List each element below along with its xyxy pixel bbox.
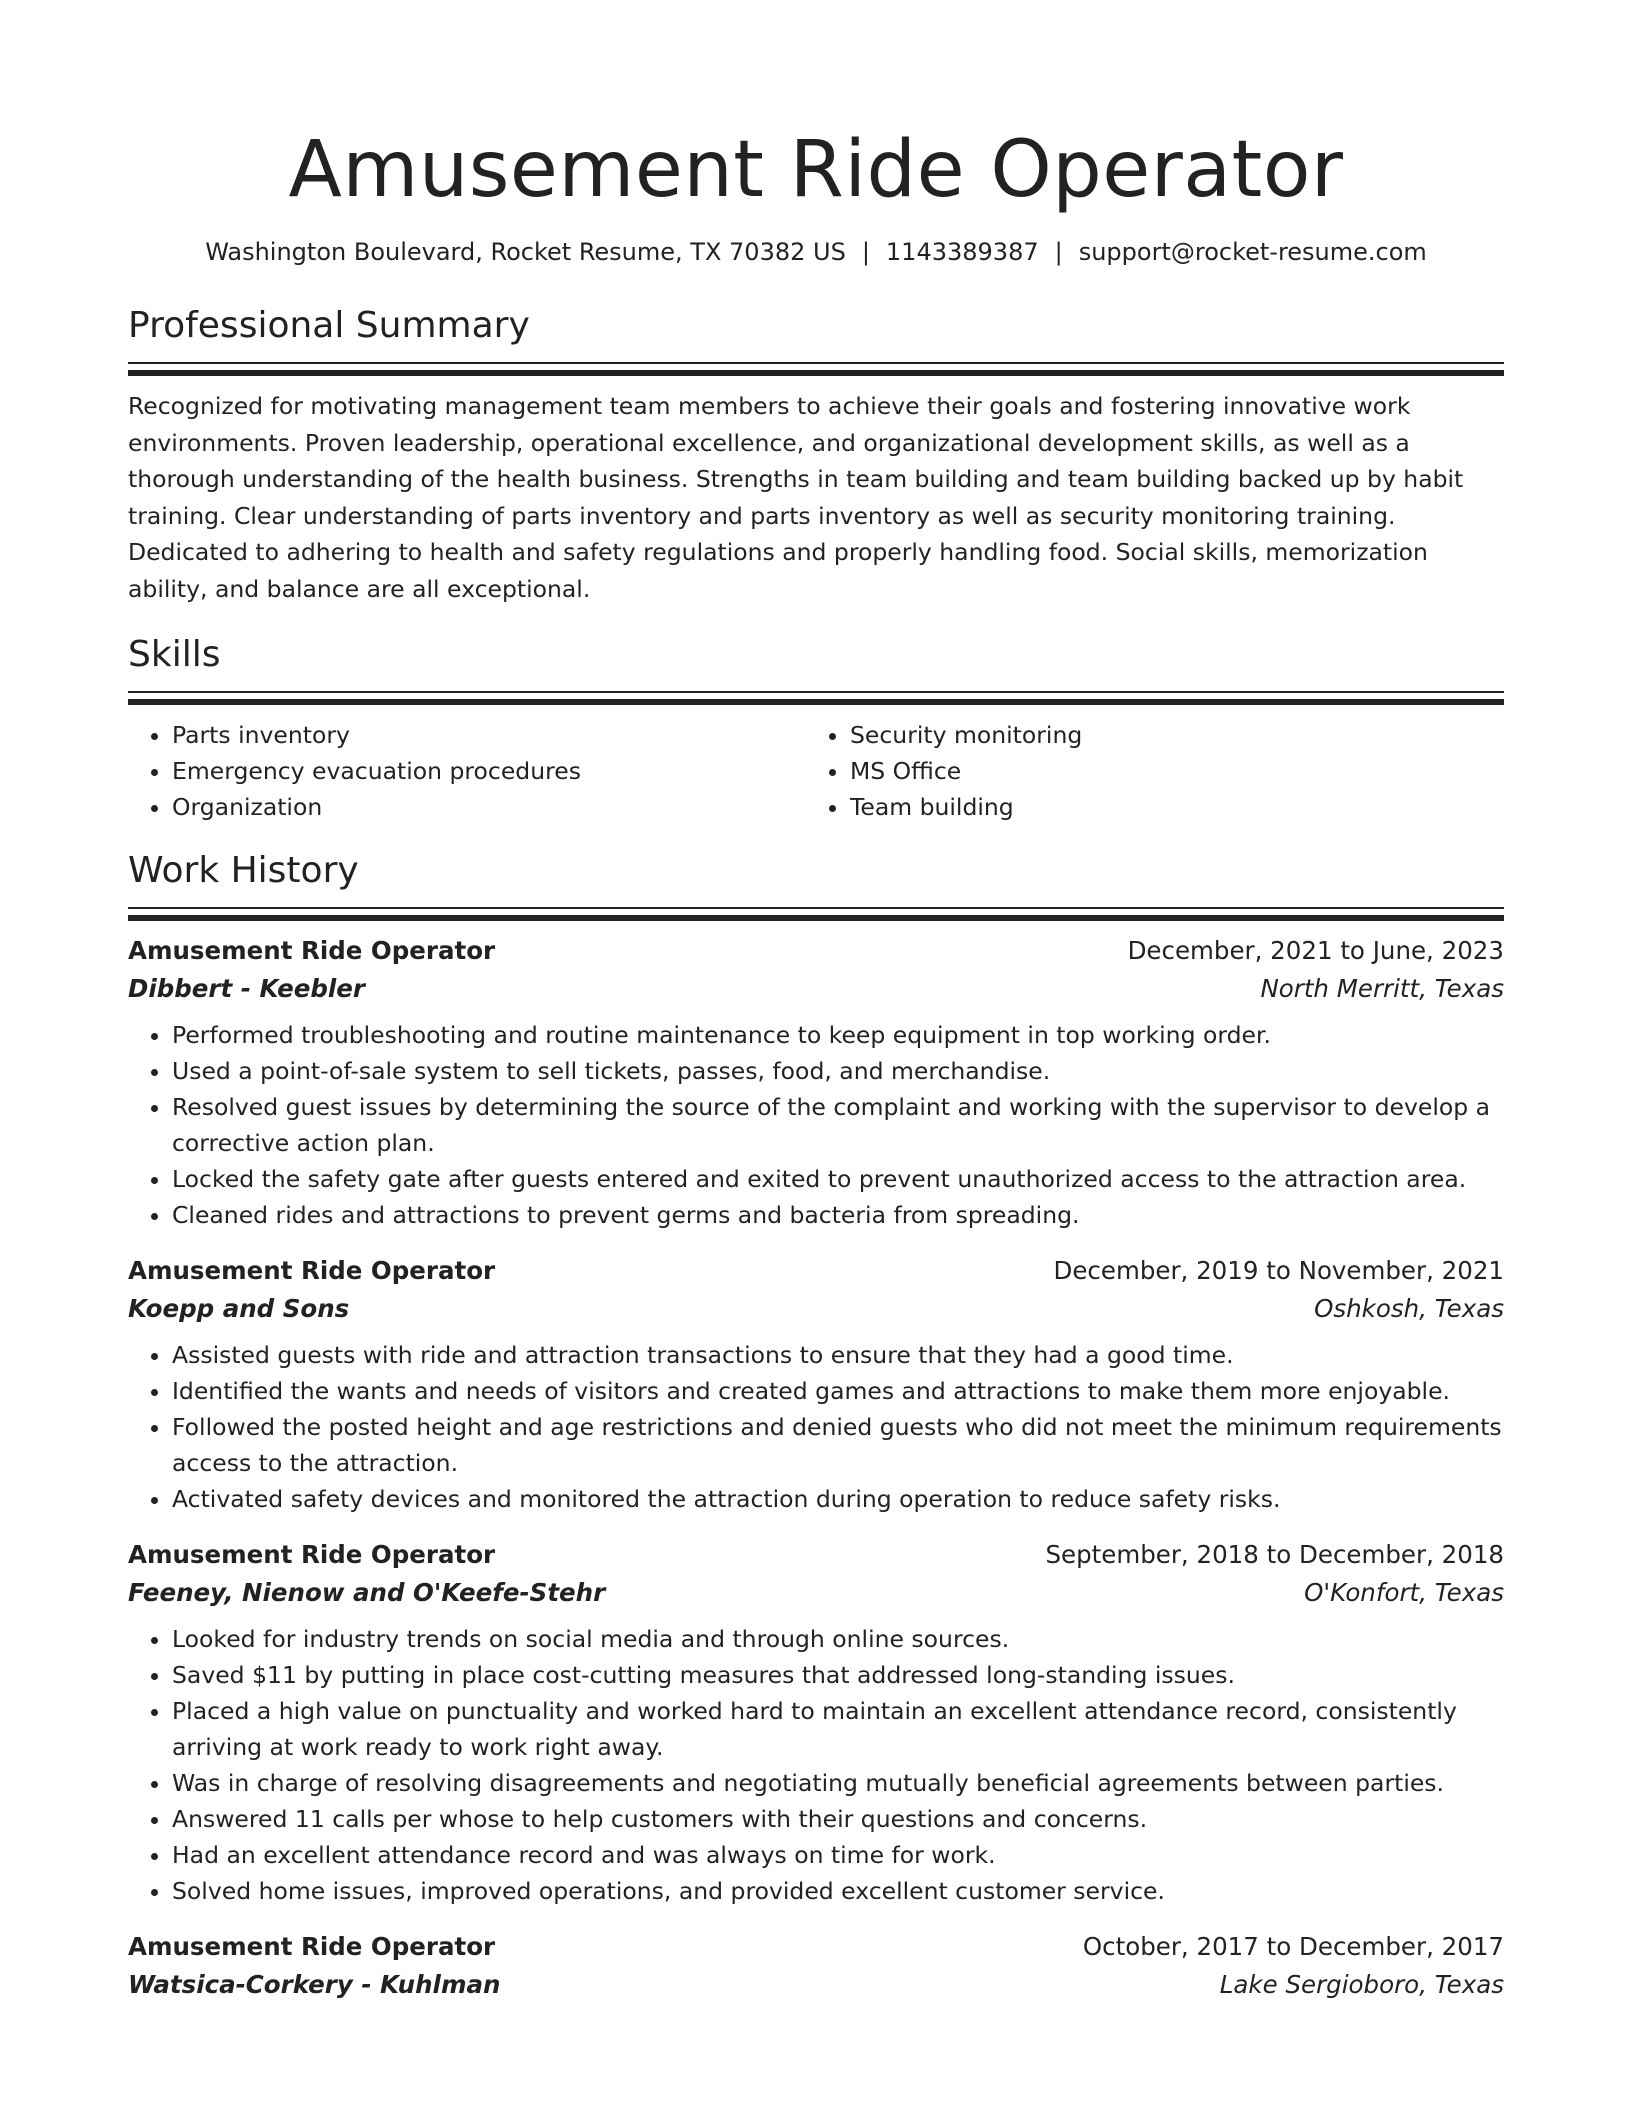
job-company: Koepp and Sons — [128, 1294, 350, 1323]
job-bullet: • Followed the posted height and age restrictions and denied guests who did not meet the minimum requirements access to the attraction. — [172, 1409, 1504, 1481]
summary-heading: Professional Summary — [128, 305, 530, 346]
job-bullet: • Placed a high value on punctuality and worked hard to maintain an excellent attendance record, consistently arriving at work ready to work right away. — [172, 1693, 1504, 1765]
job-bullet: • Was in charge of resolving disagreements and negotiating mutually beneficial agreements between parties. — [172, 1765, 1504, 1801]
resume-title: Amusement Ride Operator — [288, 125, 1344, 215]
job-bullet: • Locked the safety gate after guests entered and exited to prevent unauthorized access to the attraction area. — [172, 1161, 1504, 1197]
job-location: Lake Sergioboro, Texas — [1219, 1970, 1504, 1999]
job-header-row — [128, 1537, 1504, 1573]
job-bullet: • Assisted guests with ride and attraction transactions to ensure that they had a good time. — [172, 1337, 1504, 1373]
job-company-row — [128, 1575, 1504, 1611]
skill-item: • Organization — [172, 789, 806, 825]
job-dates: December, 2019 to November, 2021 — [1053, 1256, 1504, 1285]
job-bullet: • Solved home issues, improved operations, and provided excellent customer service. — [172, 1873, 1504, 1909]
skills-section — [128, 631, 1504, 825]
job-bullet: • Looked for industry trends on social media and through online sources. — [172, 1621, 1504, 1657]
job-title: Amusement Ride Operator — [128, 1540, 496, 1569]
job-entry — [128, 1929, 1504, 2003]
contact-separator: | — [861, 238, 870, 266]
job-dates: October, 2017 to December, 2017 — [1082, 1932, 1504, 1961]
skills-right-column — [806, 717, 1484, 825]
contact-email: support@rocket-resume.com — [1078, 238, 1427, 266]
resume-page — [128, 0, 1504, 2023]
job-header-row — [128, 1929, 1504, 1965]
work-heading: Work History — [128, 850, 359, 891]
job-title: Amusement Ride Operator — [128, 936, 496, 965]
job-company: Dibbert - Keebler — [128, 974, 365, 1003]
job-entry — [128, 1537, 1504, 1909]
job-bullet-list — [128, 1017, 1504, 1233]
skills-left-column — [128, 717, 806, 825]
skills-heading: Skills — [128, 634, 221, 675]
job-dates: December, 2021 to June, 2023 — [1127, 936, 1504, 965]
job-bullet-list — [128, 1621, 1504, 1909]
job-bullet: • Activated safety devices and monitored the attraction during operation to reduce safety risks. — [172, 1481, 1504, 1517]
job-title: Amusement Ride Operator — [128, 1256, 496, 1285]
job-entry — [128, 933, 1504, 1233]
summary-text: Recognized for motivating management team members to achieve their goals and fostering innovative work environments. Proven leadership, operational excellence, and organizational development skills, as well as a thorough understanding of the health business. Strengths in team building and team building backed up by habit training. Clear understanding of parts inventory and parts inventory as well as security monitoring training. Dedicated to adhering to health and safety regulations and properly handling food. Social skills, memorization ability, and balance are all exceptional. — [128, 392, 1464, 603]
skill-item: • Team building — [850, 789, 1484, 825]
job-bullet: • Performed troubleshooting and routine maintenance to keep equipment in top working order. — [172, 1017, 1504, 1053]
section-divider — [128, 691, 1504, 703]
job-header-row — [128, 933, 1504, 969]
job-company-row — [128, 1291, 1504, 1327]
job-company: Watsica-Corkery - Kuhlman — [128, 1970, 501, 1999]
job-dates: September, 2018 to December, 2018 — [1045, 1540, 1504, 1569]
job-location: North Merritt, Texas — [1260, 974, 1504, 1003]
job-title: Amusement Ride Operator — [128, 1932, 496, 1961]
skills-columns — [128, 717, 1504, 825]
skill-item: • MS Office — [850, 753, 1484, 789]
contact-address: Washington Boulevard, Rocket Resume, TX 70382 US — [205, 238, 846, 266]
job-company: Feeney, Nienow and O'Keefe-Stehr — [128, 1578, 606, 1607]
section-divider — [128, 362, 1504, 374]
job-location: O'Konfort, Texas — [1304, 1578, 1504, 1607]
job-bullet: • Used a point-of-sale system to sell tickets, passes, food, and merchandise. — [172, 1053, 1504, 1089]
work-section — [128, 847, 1504, 2003]
section-divider — [128, 907, 1504, 919]
skill-item: • Security monitoring — [850, 717, 1484, 753]
contact-line — [128, 236, 1504, 268]
job-bullet: • Cleaned rides and attractions to prevent germs and bacteria from spreading. — [172, 1197, 1504, 1233]
job-bullet: • Identified the wants and needs of visitors and created games and attractions to make them more enjoyable. — [172, 1373, 1504, 1409]
job-bullet: • Saved $11 by putting in place cost-cutting measures that addressed long-standing issues. — [172, 1657, 1504, 1693]
skill-item: • Emergency evacuation procedures — [172, 753, 806, 789]
contact-phone: 1143389387 — [885, 238, 1039, 266]
job-location: Oshkosh, Texas — [1314, 1294, 1504, 1323]
job-company-row — [128, 971, 1504, 1007]
job-bullet: • Answered 11 calls per whose to help customers with their questions and concerns. — [172, 1801, 1504, 1837]
job-list — [128, 933, 1504, 2003]
job-bullet: • Resolved guest issues by determining the source of the complaint and working with the supervisor to develop a corrective action plan. — [172, 1089, 1504, 1161]
job-company-row — [128, 1967, 1504, 2003]
job-bullet-list — [128, 1337, 1504, 1517]
summary-section — [128, 302, 1504, 607]
job-bullet: • Had an excellent attendance record and was always on time for work. — [172, 1837, 1504, 1873]
job-entry — [128, 1253, 1504, 1517]
skill-item: • Parts inventory — [172, 717, 806, 753]
contact-separator: | — [1054, 238, 1063, 266]
job-header-row — [128, 1253, 1504, 1289]
